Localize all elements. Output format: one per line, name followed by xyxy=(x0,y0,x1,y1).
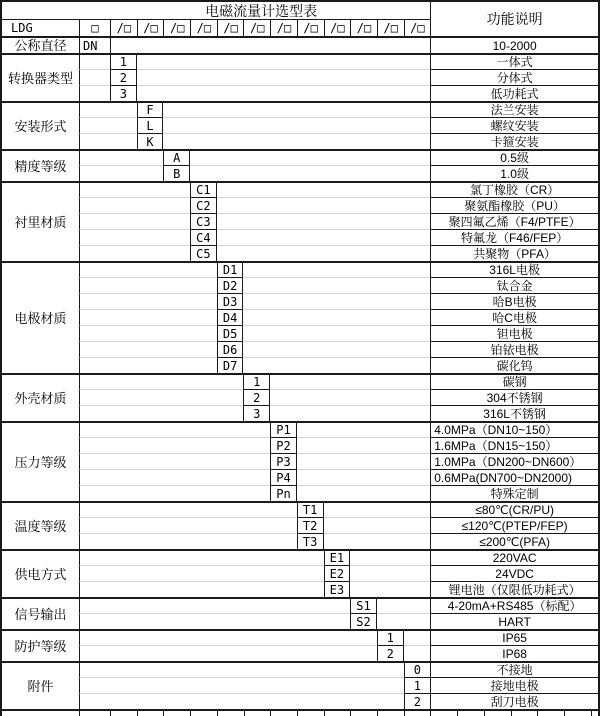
model-slot: /□ xyxy=(190,19,217,36)
column-tick xyxy=(110,711,111,716)
grid-region xyxy=(163,101,430,117)
option-code: D6 xyxy=(217,341,244,357)
dn-value: 10-2000 xyxy=(430,36,598,53)
option-desc: ≤200℃(PFA) xyxy=(430,533,598,549)
column-tick xyxy=(324,711,325,716)
grid-region xyxy=(377,613,430,629)
grid-region xyxy=(79,517,297,533)
grid-region xyxy=(79,293,217,309)
option-desc: 哈B电极 xyxy=(430,293,598,309)
section-label: 衬里材质 xyxy=(2,181,79,261)
grid-region xyxy=(79,277,217,293)
column-tick xyxy=(511,711,512,716)
section-label: 电极材质 xyxy=(2,261,79,373)
grid-region xyxy=(79,357,217,373)
model-slot: /□ xyxy=(137,19,164,36)
option-desc: 一体式 xyxy=(430,53,598,69)
grid-region xyxy=(110,36,430,53)
grid-region xyxy=(377,597,430,613)
grid-region xyxy=(297,437,430,453)
option-desc: 316L不锈钢 xyxy=(430,405,598,421)
option-desc: ≤120℃(PTEP/FEP) xyxy=(430,517,598,533)
grid-region xyxy=(350,581,430,597)
grid-region xyxy=(79,581,324,597)
option-code: B xyxy=(163,165,190,181)
option-code: D4 xyxy=(217,309,244,325)
option-desc: 1.0级 xyxy=(430,165,598,181)
grid-region xyxy=(350,549,430,565)
option-desc: 钽电极 xyxy=(430,325,598,341)
grid-region xyxy=(79,197,190,213)
option-desc: 1.0MPa（DN200~DN600） xyxy=(430,453,598,469)
grid-region xyxy=(217,181,431,197)
grid-region xyxy=(243,309,430,325)
option-code: P2 xyxy=(270,437,297,453)
bottom-strip xyxy=(2,709,598,716)
grid-region xyxy=(270,389,430,405)
option-code: C3 xyxy=(190,213,217,229)
grid-region xyxy=(79,261,217,277)
option-code: D7 xyxy=(217,357,244,373)
grid-region xyxy=(79,165,163,181)
option-code: 3 xyxy=(243,405,270,421)
column-tick xyxy=(537,711,538,716)
option-desc: 4-20mA+RS485（标配） xyxy=(430,597,598,613)
option-code: E1 xyxy=(324,549,351,565)
grid-region xyxy=(137,85,431,101)
option-code: 1 xyxy=(377,629,404,645)
grid-region xyxy=(217,229,431,245)
grid-region xyxy=(79,597,350,613)
grid-region xyxy=(79,149,163,165)
grid-region xyxy=(217,197,431,213)
model-slot: /□ xyxy=(110,19,137,36)
grid-region xyxy=(79,693,404,709)
option-code: 2 xyxy=(377,645,404,661)
model-slot: /□ xyxy=(297,19,324,36)
grid-region xyxy=(324,501,431,517)
column-tick xyxy=(430,711,431,716)
grid-region xyxy=(79,69,110,85)
section-label: 精度等级 xyxy=(2,149,79,181)
section-label: 附件 xyxy=(2,661,79,709)
grid-region xyxy=(190,149,430,165)
grid-region xyxy=(79,325,217,341)
option-desc: 螺纹安装 xyxy=(430,117,598,133)
dn-code: DN xyxy=(79,36,110,53)
option-desc: 法兰安装 xyxy=(430,101,598,117)
option-desc: 哈C电极 xyxy=(430,309,598,325)
grid-region xyxy=(190,165,430,181)
grid-region xyxy=(137,53,431,69)
option-desc: 氯丁橡胶（CR） xyxy=(430,181,598,197)
option-desc: 24VDC xyxy=(430,565,598,581)
table-grid xyxy=(2,2,598,716)
option-desc: 共聚物（PFA） xyxy=(430,245,598,261)
option-desc: 4.0MPa（DN10~150） xyxy=(430,421,598,437)
model-slot: /□ xyxy=(270,19,297,36)
option-code: E3 xyxy=(324,581,351,597)
table-title: 电磁流量计选型表 xyxy=(205,2,318,19)
function-column-header: 功能说明 xyxy=(430,2,598,36)
column-tick xyxy=(404,711,405,716)
option-code: P3 xyxy=(270,453,297,469)
option-desc: 刮刀电极 xyxy=(430,693,598,709)
grid-region xyxy=(137,69,431,85)
option-desc: 碳钢 xyxy=(430,373,598,389)
grid-region xyxy=(79,85,110,101)
option-code: C1 xyxy=(190,181,217,197)
option-desc: 低功耗式 xyxy=(430,85,598,101)
option-code: F xyxy=(137,101,164,117)
grid-region xyxy=(79,645,377,661)
option-code: A xyxy=(163,149,190,165)
grid-region xyxy=(243,293,430,309)
grid-region xyxy=(324,533,431,549)
grid-region xyxy=(79,389,243,405)
option-desc: 304不锈钢 xyxy=(430,389,598,405)
grid-region xyxy=(404,629,431,645)
model-slot: /□ xyxy=(163,19,190,36)
column-tick xyxy=(297,711,298,716)
option-code: D2 xyxy=(217,277,244,293)
model-slot: /□ xyxy=(404,19,431,36)
option-desc: 220VAC xyxy=(430,549,598,565)
grid-region xyxy=(79,405,243,421)
grid-region xyxy=(243,357,430,373)
column-tick xyxy=(137,711,138,716)
option-code: 0 xyxy=(404,661,431,677)
option-desc: 铂铱电极 xyxy=(430,341,598,357)
option-code: D1 xyxy=(217,261,244,277)
model-box: □ xyxy=(79,19,110,36)
model-prefix: LDG xyxy=(2,19,79,36)
column-tick xyxy=(270,711,271,716)
option-desc: 特氟龙（F46/FEP） xyxy=(430,229,598,245)
grid-region xyxy=(79,485,270,501)
section-label: 外壳材质 xyxy=(2,373,79,421)
grid-region xyxy=(79,453,270,469)
grid-region xyxy=(79,373,243,389)
column-tick xyxy=(484,711,485,716)
option-code: C4 xyxy=(190,229,217,245)
option-code: T2 xyxy=(297,517,324,533)
option-code: Pn xyxy=(270,485,297,501)
option-code: P4 xyxy=(270,469,297,485)
grid-region xyxy=(350,565,430,581)
grid-region xyxy=(297,453,430,469)
grid-region xyxy=(79,229,190,245)
dn-label: 公称直径 xyxy=(2,36,79,53)
grid-region xyxy=(270,405,430,421)
section-label: 转换器类型 xyxy=(2,53,79,101)
grid-region xyxy=(79,677,404,693)
option-code: 1 xyxy=(404,677,431,693)
option-code: D5 xyxy=(217,325,244,341)
option-desc: IP68 xyxy=(430,645,598,661)
option-desc: HART xyxy=(430,613,598,629)
option-code: S2 xyxy=(350,613,377,629)
grid-region xyxy=(79,117,137,133)
option-code: K xyxy=(137,133,164,149)
grid-region xyxy=(79,549,324,565)
grid-region xyxy=(243,277,430,293)
section-label: 防护等级 xyxy=(2,629,79,661)
option-desc: 不接地 xyxy=(430,661,598,677)
grid-region xyxy=(270,373,430,389)
grid-region xyxy=(243,261,430,277)
column-tick xyxy=(79,711,80,716)
option-code: 2 xyxy=(243,389,270,405)
column-tick xyxy=(163,711,164,716)
section-label: 安装形式 xyxy=(2,101,79,149)
column-tick xyxy=(217,711,218,716)
grid-region xyxy=(79,629,377,645)
option-code: L xyxy=(137,117,164,133)
grid-region xyxy=(297,421,430,437)
grid-region xyxy=(297,469,430,485)
column-tick xyxy=(350,711,351,716)
grid-region xyxy=(297,485,430,501)
option-desc: 碳化钨 xyxy=(430,357,598,373)
grid-region xyxy=(243,341,430,357)
grid-region xyxy=(79,501,297,517)
grid-region xyxy=(163,133,430,149)
grid-region xyxy=(79,53,110,69)
grid-region xyxy=(79,245,190,261)
grid-region xyxy=(79,341,217,357)
grid-region xyxy=(79,421,270,437)
column-tick xyxy=(457,711,458,716)
grid-region xyxy=(243,325,430,341)
option-desc: 316L电极 xyxy=(430,261,598,277)
column-tick xyxy=(190,711,191,716)
option-desc: 钛合金 xyxy=(430,277,598,293)
option-desc: 卡箍安装 xyxy=(430,133,598,149)
column-tick xyxy=(377,711,378,716)
option-code: 3 xyxy=(110,85,137,101)
section-label: 信号输出 xyxy=(2,597,79,629)
grid-region xyxy=(404,645,431,661)
column-tick xyxy=(244,711,245,716)
grid-region xyxy=(79,533,297,549)
option-desc: 聚四氟乙烯（F4/PTFE） xyxy=(430,213,598,229)
option-desc: 1.6MPa（DN15~150） xyxy=(430,437,598,453)
grid-region xyxy=(79,469,270,485)
model-slot: /□ xyxy=(217,19,244,36)
option-code: C5 xyxy=(190,245,217,261)
option-code: C2 xyxy=(190,197,217,213)
section-label: 温度等级 xyxy=(2,501,79,549)
column-tick xyxy=(564,711,565,716)
model-slot: /□ xyxy=(243,19,270,36)
grid-region xyxy=(79,661,404,677)
model-slot: /□ xyxy=(324,19,351,36)
option-code: 2 xyxy=(110,69,137,85)
grid-region xyxy=(79,101,137,117)
option-desc: 0.5级 xyxy=(430,149,598,165)
grid-region xyxy=(79,181,190,197)
option-desc: IP65 xyxy=(430,629,598,645)
grid-region xyxy=(217,213,431,229)
column-tick xyxy=(591,711,592,716)
option-desc: 分体式 xyxy=(430,69,598,85)
option-desc: 特殊定制 xyxy=(430,485,598,501)
option-code: 1 xyxy=(110,53,137,69)
option-desc: ≤80℃(CR/PU) xyxy=(430,501,598,517)
model-slot: /□ xyxy=(350,19,377,36)
grid-region xyxy=(163,117,430,133)
grid-region xyxy=(79,309,217,325)
grid-region xyxy=(79,613,350,629)
grid-region xyxy=(217,245,431,261)
option-code: 1 xyxy=(243,373,270,389)
option-desc: 0.6MPa(DN700~DN2000) xyxy=(430,469,598,485)
grid-region xyxy=(324,517,431,533)
grid-region xyxy=(79,213,190,229)
option-code: E2 xyxy=(324,565,351,581)
option-code: P1 xyxy=(270,421,297,437)
section-label: 供电方式 xyxy=(2,549,79,597)
option-desc: 锂电池（仅限低功耗式） xyxy=(430,581,598,597)
option-code: 2 xyxy=(404,693,431,709)
option-code: T1 xyxy=(297,501,324,517)
option-desc: 接地电极 xyxy=(430,677,598,693)
grid-region xyxy=(79,437,270,453)
section-label: 压力等级 xyxy=(2,421,79,501)
grid-region xyxy=(79,565,324,581)
option-code: D3 xyxy=(217,293,244,309)
option-desc: 聚氨酯橡胶（PU） xyxy=(430,197,598,213)
model-slot: /□ xyxy=(377,19,404,36)
grid-region xyxy=(79,133,137,149)
option-code: T3 xyxy=(297,533,324,549)
option-code: S1 xyxy=(350,597,377,613)
